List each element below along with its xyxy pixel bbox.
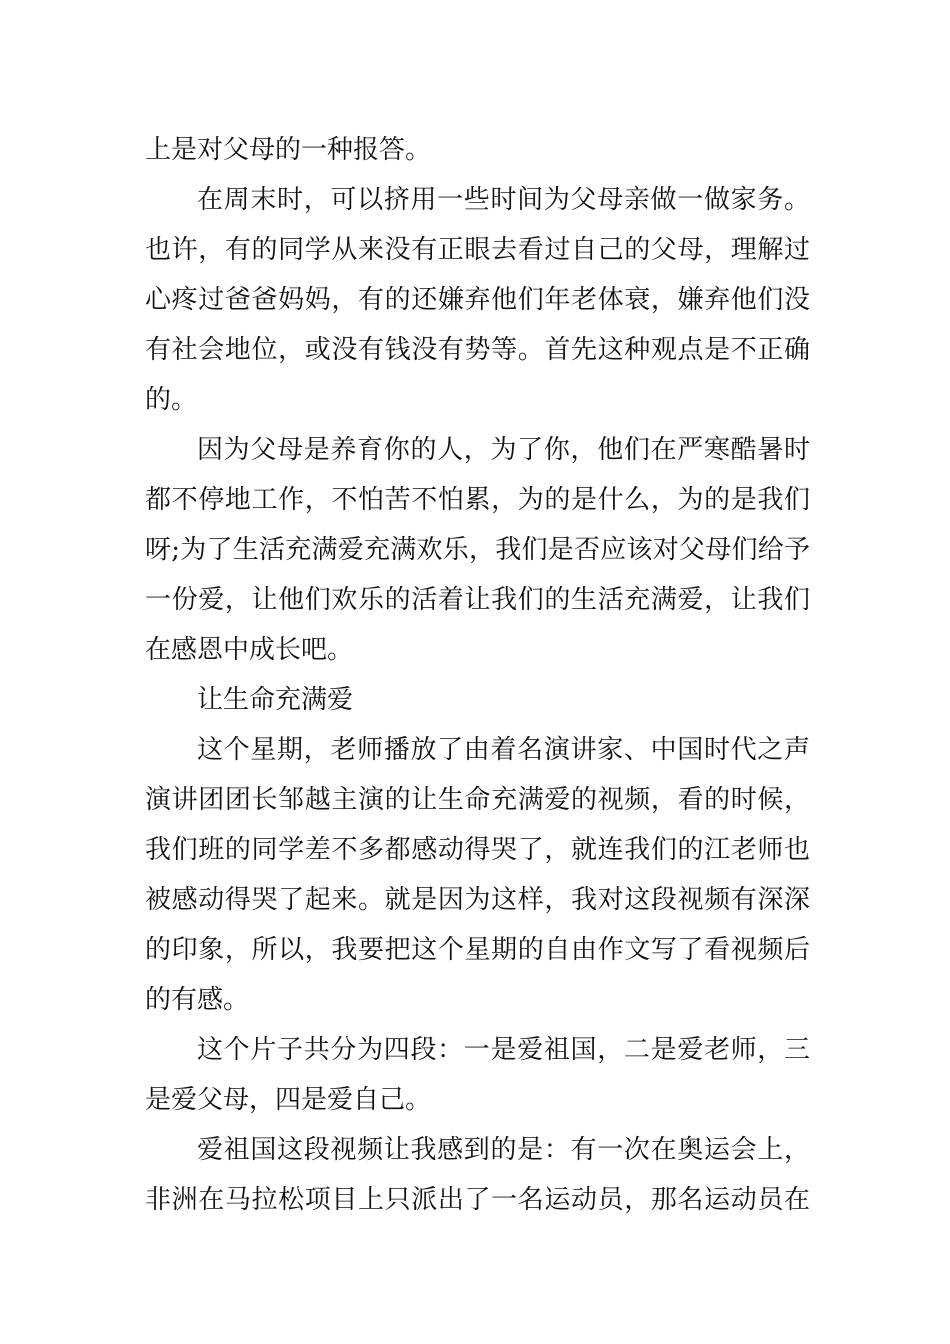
text-line: 上是对父母的一种报答。 xyxy=(145,135,432,165)
text-line: 心疼过爸爸妈妈，有的还嫌弃他们年老体衰，嫌弃他们没 xyxy=(145,285,810,315)
text-line: 在感恩中成长吧。 xyxy=(145,635,354,665)
text-line: 一份爱，让他们欢乐的活着让我们的生活充满爱，让我们 xyxy=(145,585,810,615)
text-line: 因为父母是养育你的人，为了你，他们在严寒酷暑时 xyxy=(197,435,810,465)
text-line: 爱祖国这段视频让我感到的是：有一次在奥运会上， xyxy=(197,1135,810,1165)
text-line: 这个片子共分为四段：一是爱祖国，二是爱老师，三 xyxy=(197,1035,810,1065)
text-line: 这个星期，老师播放了由着名演讲家、中国时代之声 xyxy=(197,735,810,765)
text-line: 演讲团团长邹越主演的让生命充满爱的视频，看的时候， xyxy=(145,785,810,815)
text-line: 非洲在马拉松项目上只派出了一名运动员，那名运动员在 xyxy=(145,1185,810,1215)
section-heading: 让生命充满爱 xyxy=(197,685,354,715)
text-line: 在周末时，可以挤用一些时间为父母亲做一做家务。 xyxy=(197,185,810,215)
text-line: 呀;为了生活充满爱充满欢乐，我们是否应该对父母们给予 xyxy=(145,535,810,565)
text-line: 的有感。 xyxy=(145,985,250,1015)
text-line: 是爱父母，四是爱自己。 xyxy=(145,1085,432,1115)
text-line: 也许，有的同学从来没有正眼去看过自己的父母，理解过 xyxy=(145,235,810,265)
text-line: 我们班的同学差不多都感动得哭了，就连我们的江老师也 xyxy=(145,835,810,865)
text-line: 被感动得哭了起来。就是因为这样，我对这段视频有深深 xyxy=(145,885,810,915)
text-line: 都不停地工作，不怕苦不怕累，为的是什么，为的是我们 xyxy=(145,485,810,515)
text-line: 有社会地位，或没有钱没有势等。首先这种观点是不正确 xyxy=(145,335,810,365)
text-line: 的。 xyxy=(145,385,198,415)
text-line: 的印象，所以，我要把这个星期的自由作文写了看视频后 xyxy=(145,935,810,965)
